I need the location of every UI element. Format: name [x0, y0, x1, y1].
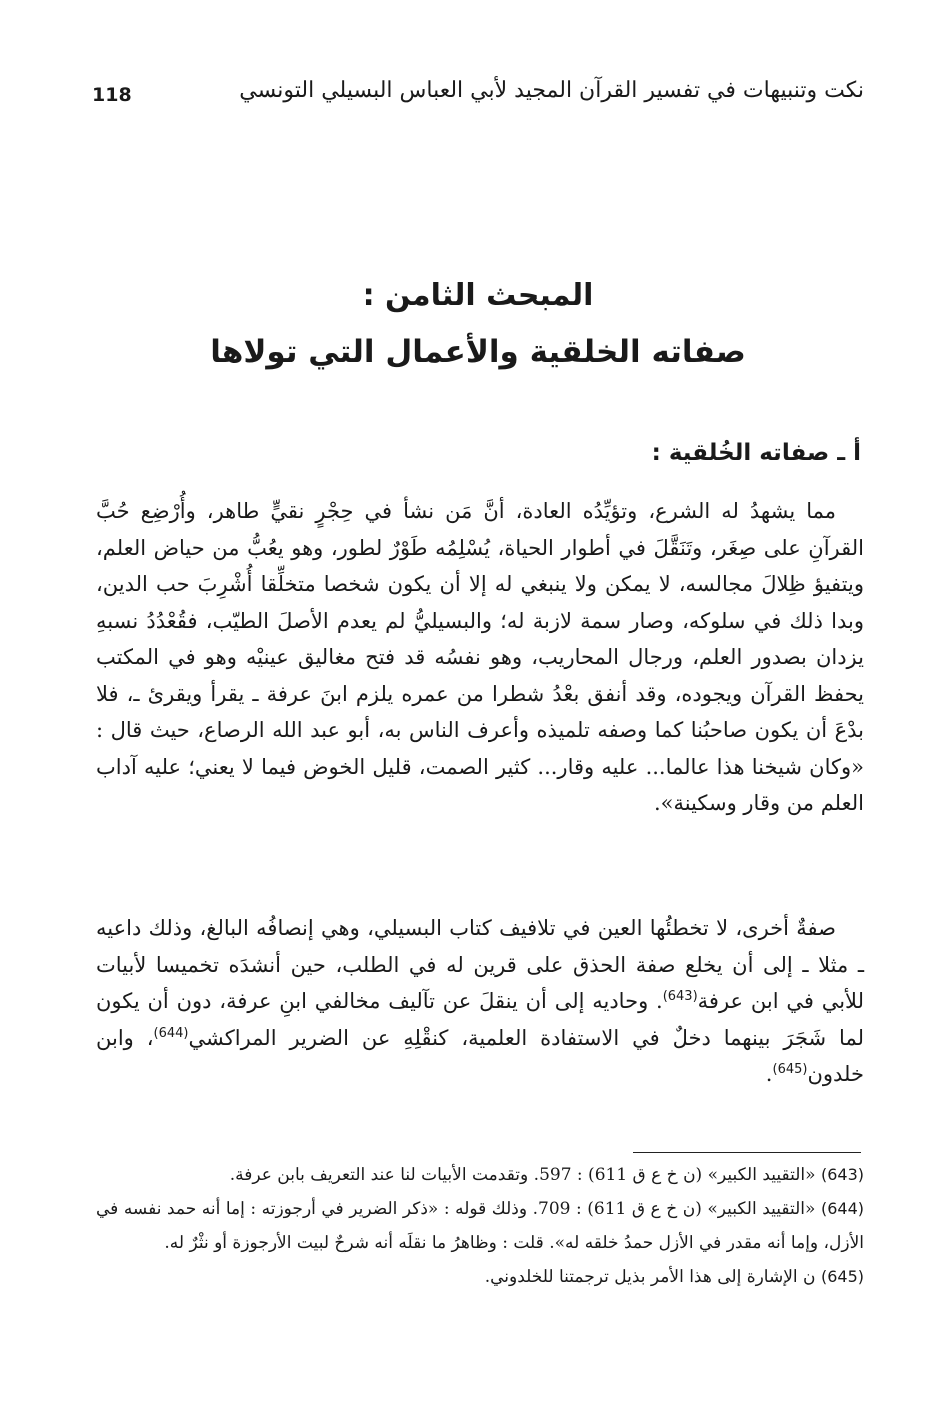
paragraph-1: مما يشهدُ له الشرع، وتؤيِّدُه العادة، أنَّ مَن نشأ في حِجْرٍ نقيٍّ طاهر، وأُرْضِع حُبَّ القرآنِ على صِغَر، وتَنَقَّلَ في أطوار الحياة، يُسْلِمُه طَوْرٌ لطور، وهو يعُبُّ من حياض العلم، ويتفيؤ ظِلالَ مجالسه، لا يمكن ولا ينبغي له إلا أن يكون شخصا متخلِّقا أُشْرِبَ حب الدين، وبدا ذلك في سلوكه، وصار سمة لازبة له؛ والبسيليُّ لم يعدم الأصلَ الطيّب، فقُعْدُدُ نسبهِ يزدان بصدور العلم، ورجال المحاريب، وهو نفسُه قد فتح مغاليق عينيْه وهو في المكتب يحفظ القرآن ويجوده، وقد أنفق بعْدُ شطرا من عمره يلزم ابنَ عرفة ـ يقرأ ويقرئ ـ، فلا بدْعَ أن يكون صاحبُنا كما وصفه تلميذه وأعرف الناس به، أبو عبد الله الرصاع، حيث قال : «وكان شيخنا هذا عالما... عليه وقار... كثير الصمت، قليل الخوض فيما لا يعني؛ عليه آداب العلم من وقار وسكينة».	[96, 499, 864, 815]
chapter-title: المبحث الثامن :	[362, 278, 594, 313]
section-title: أ ـ صفاته الخُلقية :	[651, 440, 861, 466]
footnote-text: «التقييد الكبير» (ن خ ع ق 611) : 597. وتقدمت الأبيات لنا عند التعريف بابن عرفة.	[229, 1165, 816, 1185]
footnote-divider	[633, 1152, 861, 1153]
paragraph-2	[96, 910, 864, 1093]
footnote-number: (643)	[820, 1165, 864, 1184]
paragraph-2-part-b: . وحاديه إلى أن ينقلَ عن تآليف مخالفي ابنِ عرفة، دون أن يكون لما شَجَرَ بينهما دخلٌ في الاستفادة العلمية، كنقْلِهِ عن الضرير المراكشي	[96, 989, 864, 1050]
footnote-number: (644)	[820, 1199, 864, 1218]
footnote-643	[96, 1158, 864, 1192]
footnote-644	[96, 1192, 864, 1260]
footnote-ref-645[interactable]: (645)	[772, 1062, 808, 1077]
chapter-heading	[92, 268, 864, 380]
footnote-ref-643[interactable]: (643)	[662, 989, 698, 1004]
footnote-text: ن الإشارة إلى هذا الأمر بذيل ترجمتنا للخلدوني.	[484, 1267, 816, 1287]
chapter-subtitle: صفاته الخلقية والأعمال التي تولاها	[210, 334, 746, 370]
paragraph-2-part-d: .	[765, 1062, 773, 1086]
footnotes	[96, 1158, 864, 1294]
footnote-645	[96, 1260, 864, 1294]
footnote-ref-644[interactable]: (644)	[153, 1025, 189, 1041]
paragraph-2-part-c: ، وابن خلدون	[96, 1025, 864, 1086]
footnote-number: (645)	[820, 1267, 864, 1286]
running-header	[92, 78, 864, 118]
page-number: 118	[92, 84, 132, 106]
footnote-text: «التقييد الكبير» (ن خ ع ق 611) : 709. وذلك قوله : «ذكر الضرير في أرجوزته : إما أنه حمد نفسه في الأزل، وإما أنه مقدر في الأزل حمدُ خلقه له». قلت : وظاهرُ ما نقلَه أنه شرحٌ لبيت الأرجوزة أو نثْرٌ له.	[96, 1199, 864, 1253]
paragraph-2-part-a: صفةٌ أخرى، لا تخطئُها العين في تلافيف كتاب البسيلي، وهي إنصافُه البالغ، وذلك داعيه ـ مثلا ـ إلى أن يخلع صفة الحذق على قرين له في الطلب، حين أنشدَه تخميسا لأبيات للأبي في ابن عرفة	[96, 916, 864, 1013]
running-title: نكت وتنبيهات في تفسير القرآن المجيد لأبي العباس البسيلي التونسي	[239, 78, 864, 103]
